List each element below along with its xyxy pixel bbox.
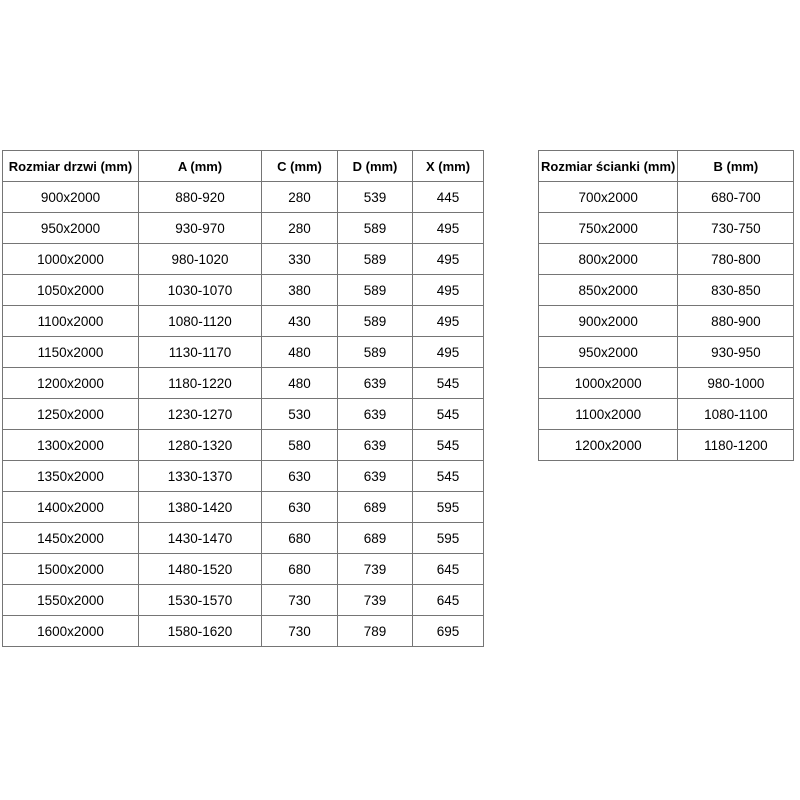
table-cell: 280: [262, 213, 338, 244]
table-cell: 1000x2000: [3, 244, 139, 275]
table-cell: 1180-1200: [678, 430, 794, 461]
table-cell: 730: [262, 585, 338, 616]
table-cell: 530: [262, 399, 338, 430]
column-header: A (mm): [139, 151, 262, 182]
door-dimensions-table-container: [2, 150, 484, 647]
table-cell: 589: [338, 337, 413, 368]
table-cell: 539: [338, 182, 413, 213]
table-cell: 695: [413, 616, 484, 647]
table-cell: 700x2000: [539, 182, 678, 213]
table-cell: 930-950: [678, 337, 794, 368]
table-row: [539, 430, 794, 461]
table-cell: 480: [262, 368, 338, 399]
table-cell: 645: [413, 585, 484, 616]
table-cell: 1450x2000: [3, 523, 139, 554]
table-cell: 545: [413, 368, 484, 399]
table-cell: 589: [338, 244, 413, 275]
table-cell: 1480-1520: [139, 554, 262, 585]
table-cell: 850x2000: [539, 275, 678, 306]
table-cell: 1430-1470: [139, 523, 262, 554]
wall-dimensions-table-container: [538, 150, 794, 461]
table-cell: 445: [413, 182, 484, 213]
table-cell: 830-850: [678, 275, 794, 306]
table-cell: 800x2000: [539, 244, 678, 275]
table-row: [3, 492, 484, 523]
table-cell: 1380-1420: [139, 492, 262, 523]
table-cell: 900x2000: [539, 306, 678, 337]
table-row: [539, 368, 794, 399]
table-cell: 1200x2000: [3, 368, 139, 399]
table-cell: 589: [338, 213, 413, 244]
table-cell: 1080-1120: [139, 306, 262, 337]
table-cell: 1000x2000: [539, 368, 678, 399]
table-cell: 595: [413, 492, 484, 523]
table-cell: 980-1000: [678, 368, 794, 399]
table-cell: 730-750: [678, 213, 794, 244]
table-cell: 380: [262, 275, 338, 306]
table-cell: 495: [413, 275, 484, 306]
table-cell: 639: [338, 368, 413, 399]
table-cell: 1200x2000: [539, 430, 678, 461]
table-cell: 580: [262, 430, 338, 461]
table-cell: 1100x2000: [539, 399, 678, 430]
table-cell: 495: [413, 337, 484, 368]
table-row: [539, 182, 794, 213]
table-row: [3, 585, 484, 616]
table-cell: 495: [413, 244, 484, 275]
table-row: [3, 430, 484, 461]
table-cell: 1350x2000: [3, 461, 139, 492]
table-cell: 980-1020: [139, 244, 262, 275]
table-row: [539, 275, 794, 306]
table-row: [539, 337, 794, 368]
table-row: [3, 368, 484, 399]
table-cell: 739: [338, 585, 413, 616]
table-cell: 1300x2000: [3, 430, 139, 461]
table-cell: 739: [338, 554, 413, 585]
column-header: D (mm): [338, 151, 413, 182]
table-cell: 495: [413, 306, 484, 337]
table-cell: 1280-1320: [139, 430, 262, 461]
table-row: [3, 461, 484, 492]
table-cell: 545: [413, 430, 484, 461]
table-cell: 1230-1270: [139, 399, 262, 430]
table-row: [3, 182, 484, 213]
table-row: [3, 554, 484, 585]
table-cell: 639: [338, 399, 413, 430]
table-row: [3, 213, 484, 244]
table-row: [3, 306, 484, 337]
table-cell: 680: [262, 554, 338, 585]
table-cell: 639: [338, 430, 413, 461]
table-cell: 589: [338, 306, 413, 337]
table-cell: 639: [338, 461, 413, 492]
column-header: C (mm): [262, 151, 338, 182]
table-cell: 750x2000: [539, 213, 678, 244]
wall-table-header-row: [539, 151, 794, 182]
table-cell: 1050x2000: [3, 275, 139, 306]
table-cell: 930-970: [139, 213, 262, 244]
table-row: [539, 213, 794, 244]
table-row: [3, 244, 484, 275]
column-header: Rozmiar drzwi (mm): [3, 151, 139, 182]
table-cell: 780-800: [678, 244, 794, 275]
table-cell: 950x2000: [539, 337, 678, 368]
table-cell: 645: [413, 554, 484, 585]
table-cell: 1500x2000: [3, 554, 139, 585]
table-cell: 630: [262, 492, 338, 523]
table-cell: 730: [262, 616, 338, 647]
table-cell: 495: [413, 213, 484, 244]
table-cell: 1400x2000: [3, 492, 139, 523]
table-cell: 545: [413, 399, 484, 430]
column-header: B (mm): [678, 151, 794, 182]
table-cell: 689: [338, 492, 413, 523]
table-cell: 1130-1170: [139, 337, 262, 368]
table-cell: 880-920: [139, 182, 262, 213]
table-cell: 330: [262, 244, 338, 275]
table-cell: 1550x2000: [3, 585, 139, 616]
door-dimensions-table: [2, 150, 484, 647]
table-cell: 1100x2000: [3, 306, 139, 337]
table-cell: 900x2000: [3, 182, 139, 213]
table-row: [3, 523, 484, 554]
table-row: [539, 244, 794, 275]
table-cell: 689: [338, 523, 413, 554]
table-cell: 680: [262, 523, 338, 554]
door-table-header-row: [3, 151, 484, 182]
table-cell: 950x2000: [3, 213, 139, 244]
table-cell: 630: [262, 461, 338, 492]
table-cell: 1250x2000: [3, 399, 139, 430]
table-cell: 680-700: [678, 182, 794, 213]
table-cell: 1330-1370: [139, 461, 262, 492]
table-cell: 1600x2000: [3, 616, 139, 647]
table-cell: 1530-1570: [139, 585, 262, 616]
table-cell: 1080-1100: [678, 399, 794, 430]
table-cell: 1150x2000: [3, 337, 139, 368]
table-row: [3, 616, 484, 647]
table-row: [3, 337, 484, 368]
table-row: [539, 306, 794, 337]
column-header: Rozmiar ścianki (mm): [539, 151, 678, 182]
table-cell: 430: [262, 306, 338, 337]
table-cell: 880-900: [678, 306, 794, 337]
table-cell: 1580-1620: [139, 616, 262, 647]
table-row: [3, 399, 484, 430]
table-row: [3, 275, 484, 306]
table-cell: 480: [262, 337, 338, 368]
wall-dimensions-table: [538, 150, 794, 461]
table-cell: 595: [413, 523, 484, 554]
table-cell: 789: [338, 616, 413, 647]
column-header: X (mm): [413, 151, 484, 182]
table-row: [539, 399, 794, 430]
table-cell: 280: [262, 182, 338, 213]
table-cell: 1180-1220: [139, 368, 262, 399]
table-cell: 545: [413, 461, 484, 492]
table-cell: 589: [338, 275, 413, 306]
table-cell: 1030-1070: [139, 275, 262, 306]
